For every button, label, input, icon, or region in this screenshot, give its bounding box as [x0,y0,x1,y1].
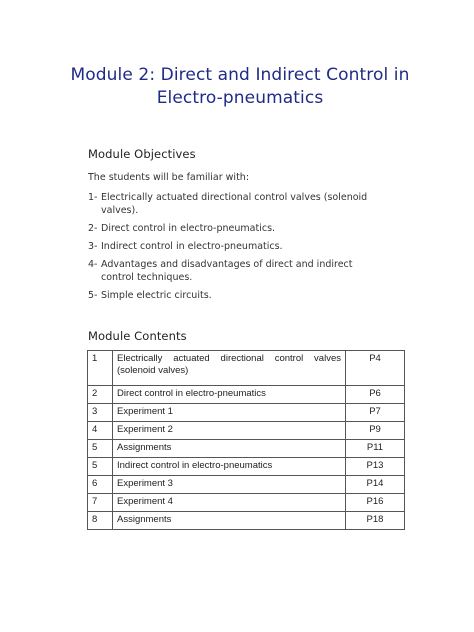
objectives-intro: The students will be familiar with: [88,172,250,183]
row-topic: Experiment 2 [113,422,346,440]
table-row [88,494,405,512]
objective-item [88,289,388,302]
row-topic: Experiment 3 [113,476,346,494]
table-row [88,386,405,404]
objective-text: Simple electric circuits. [101,290,212,301]
objective-text: Electrically actuated directional control valves (solenoid valves). [101,192,368,216]
objective-text: Advantages and disadvantages of direct and indirect control techniques. [101,259,353,283]
objective-item [88,222,388,235]
row-topic: Assignments [113,440,346,458]
row-number: 5 [88,458,113,476]
row-number: 3 [88,404,113,422]
table-row [88,440,405,458]
row-page: P18 [346,512,405,530]
objective-number: 3- [88,241,98,252]
objectives-list [88,191,388,307]
row-number: 8 [88,512,113,530]
row-topic: Experiment 1 [113,404,346,422]
objective-text: Indirect control in electro-pneumatics. [101,241,283,252]
objective-number: 2- [88,223,98,234]
row-number: 5 [88,440,113,458]
objective-item [88,240,388,253]
objective-text: Direct control in electro-pneumatics. [101,223,276,234]
objectives-heading: Module Objectives [88,147,196,161]
table-row [88,512,405,530]
row-page: P6 [346,386,405,404]
contents-heading: Module Contents [88,329,187,343]
row-topic: Experiment 4 [113,494,346,512]
row-number: 1 [88,351,113,386]
table-row [88,404,405,422]
row-page: P13 [346,458,405,476]
page-title [60,64,420,110]
table-row [88,476,405,494]
row-number: 2 [88,386,113,404]
row-number: 7 [88,494,113,512]
row-page: P16 [346,494,405,512]
objective-item [88,191,388,217]
row-page: P7 [346,404,405,422]
contents-table [87,350,405,530]
row-topic: Indirect control in electro-pneumatics [113,458,346,476]
objective-number: 1- [88,192,98,203]
objective-number: 4- [88,259,98,270]
row-page: P14 [346,476,405,494]
row-topic: Direct control in electro-pneumatics [113,386,346,404]
row-number: 4 [88,422,113,440]
table-row [88,351,405,386]
objective-item [88,258,388,284]
row-page: P9 [346,422,405,440]
table-row [88,458,405,476]
row-number: 6 [88,476,113,494]
row-page: P4 [346,351,405,386]
row-page: P11 [346,440,405,458]
table-row [88,422,405,440]
page-title-line-1: Module 2: Direct and Indirect Control in [70,65,410,85]
page-title-line-2: Electro-pneumatics [156,88,324,108]
objective-number: 5- [88,290,98,301]
row-topic: Electrically actuated directional control valves (solenoid valves) [113,351,346,386]
row-topic: Assignments [113,512,346,530]
